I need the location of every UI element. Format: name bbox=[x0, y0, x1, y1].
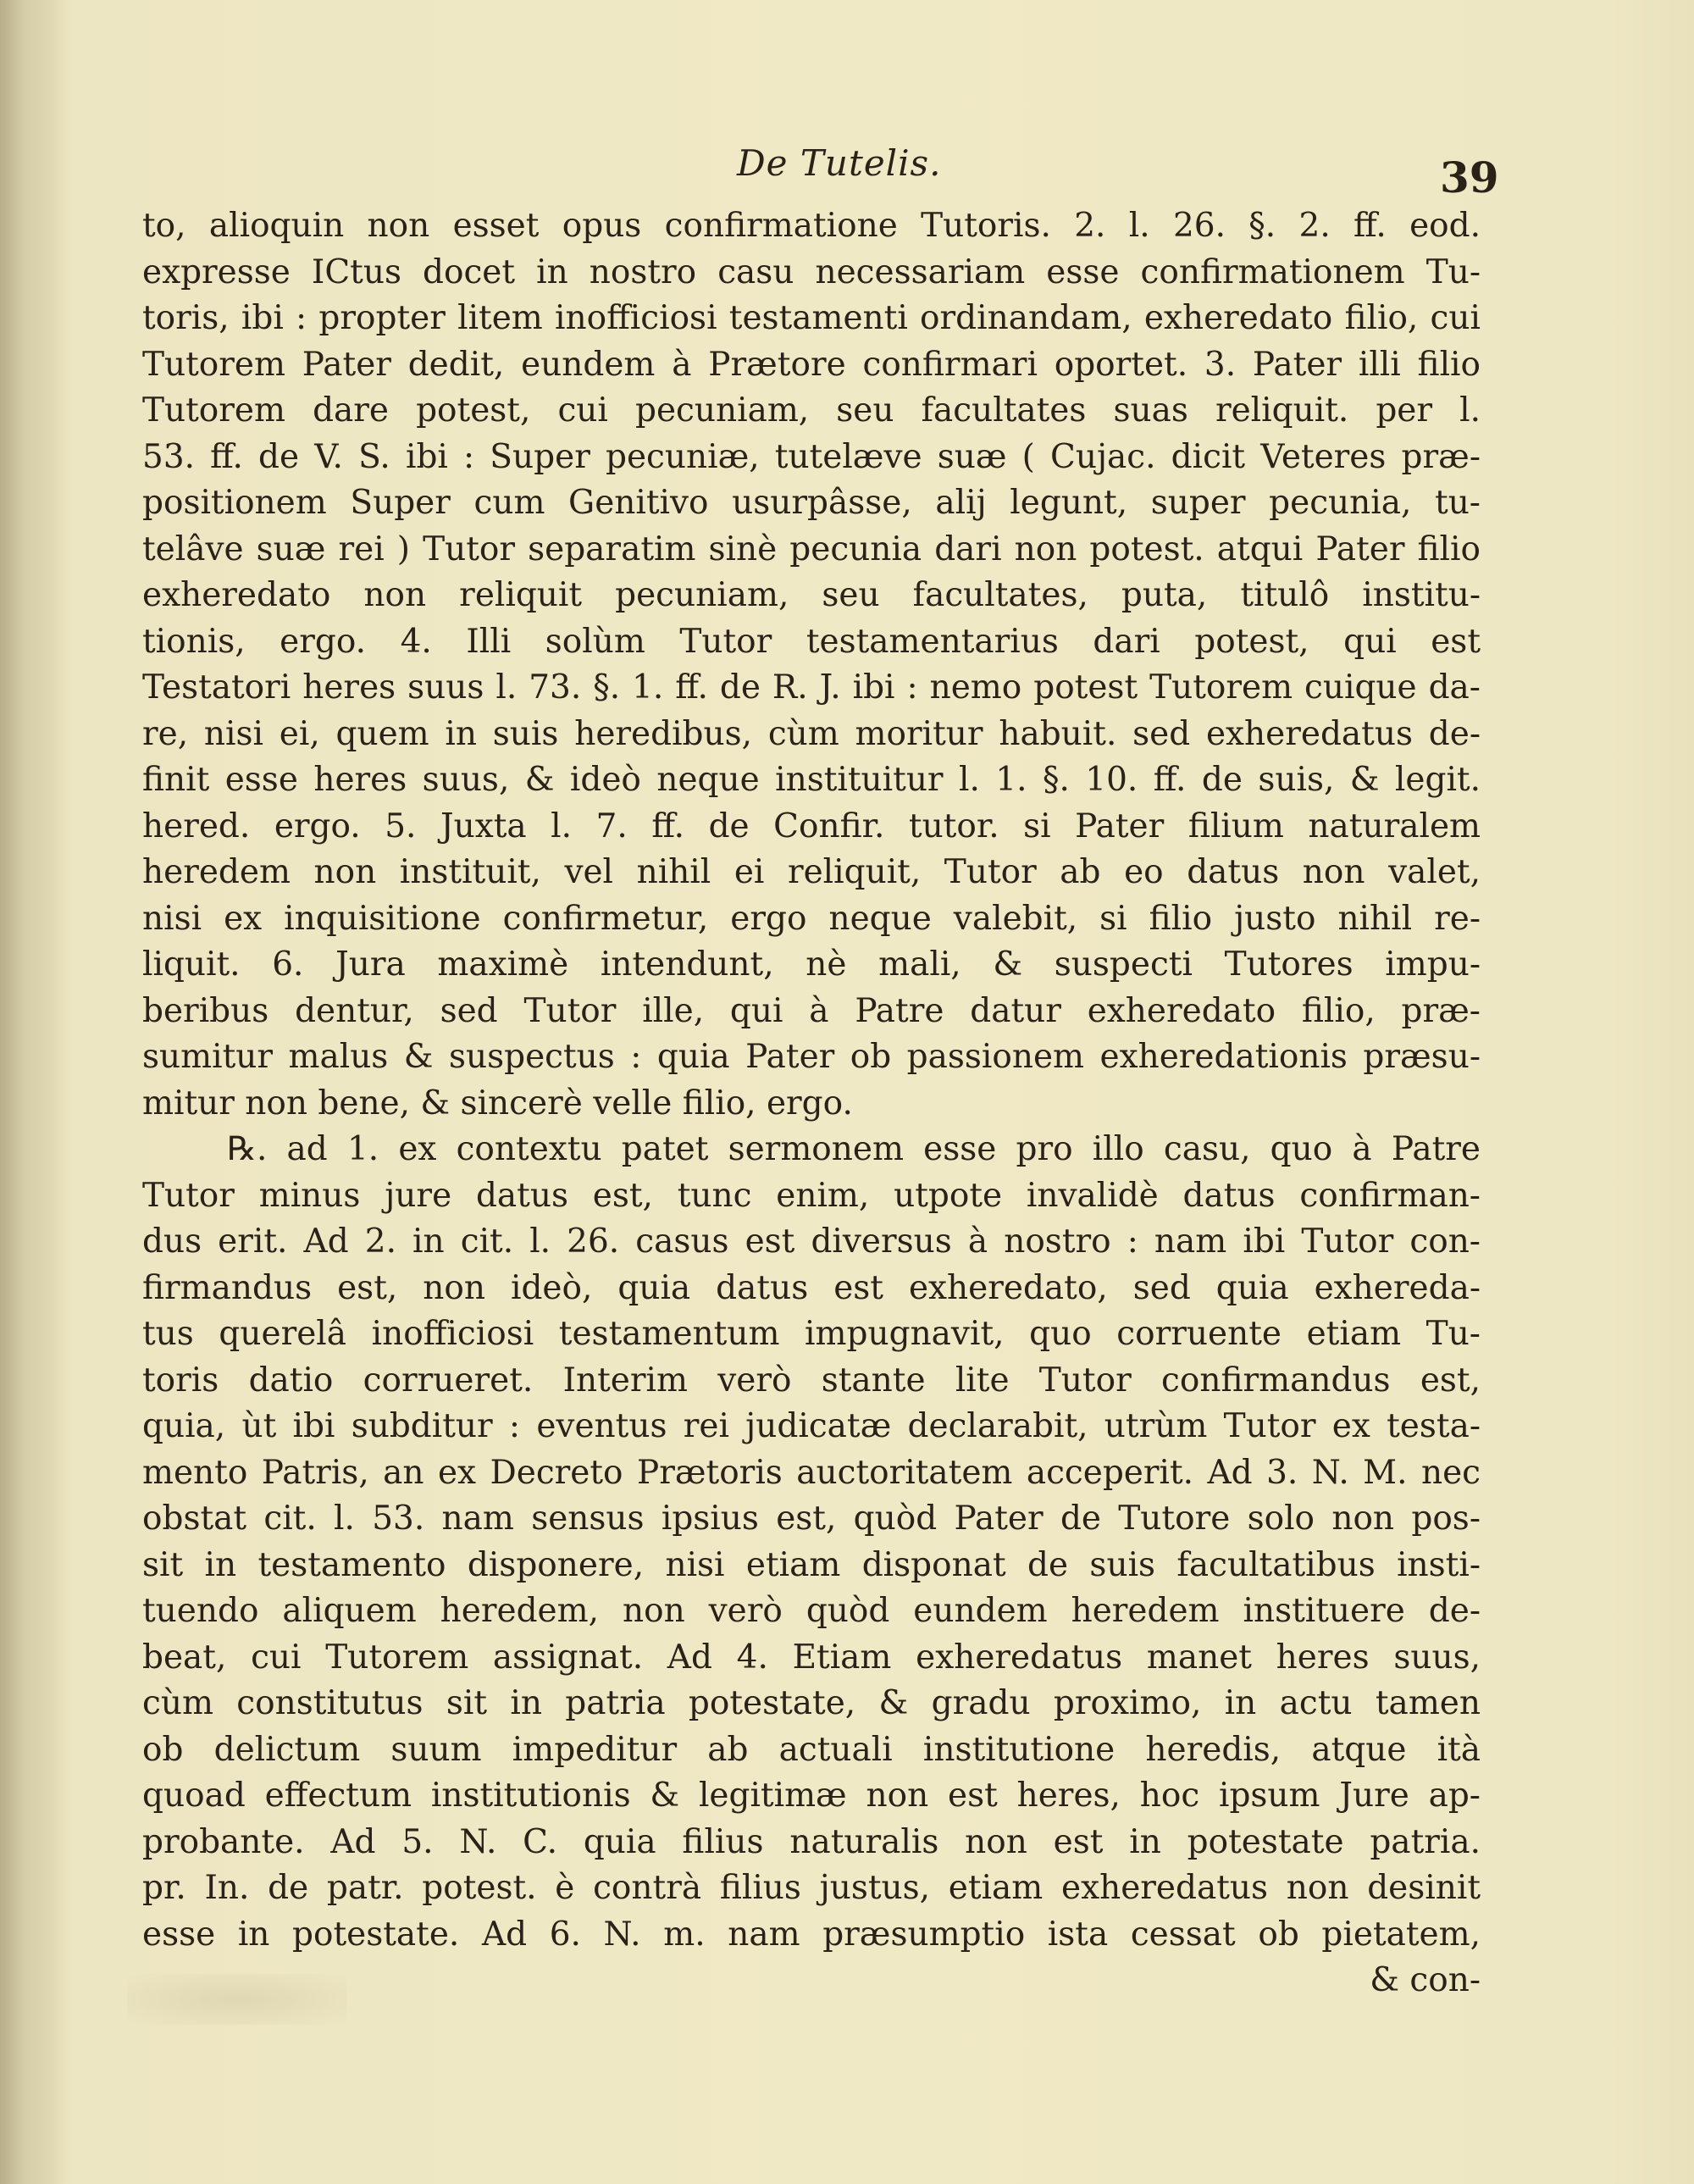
text-line: ob delictum suum impeditur ab actuali institutione heredis, atque ità bbox=[142, 1730, 1481, 1769]
text-line: tionis, ergo. 4. Illi solùm Tutor testamentarius dari potest, qui est bbox=[142, 622, 1481, 661]
text-line: beribus dentur, sed Tutor ille, qui à Patre datur exheredato filio, præ- bbox=[142, 991, 1481, 1030]
text-line: ℞. ad 1. ex contextu patet sermonem esse pro illo casu, quo à Patre bbox=[227, 1130, 1481, 1168]
text-line: sumitur malus & suspectus : quia Pater ob passionem exheredationis præsu- bbox=[142, 1038, 1481, 1076]
text-line: finit esse heres suus, & ideò neque instituitur l. 1. §. 10. ff. de suis, & legit. bbox=[142, 761, 1481, 799]
text-line: telâve suæ rei ) Tutor separatim sinè pecunia dari non potest. atqui Pater filio bbox=[142, 529, 1481, 568]
text-line: Testatori heres suus l. 73. §. 1. ff. de R. J. ibi : nemo potest Tutorem cuique da- bbox=[142, 668, 1481, 707]
text-line: quoad effectum institutionis & legitimæ non est heres, hoc ipsum Jure ap- bbox=[142, 1777, 1481, 1815]
body-text bbox=[142, 203, 1481, 2004]
text-line: Tutorem Pater dedit, eundem à Prætore confirmari oportet. 3. Pater illi filio bbox=[142, 345, 1481, 384]
text-line: mitur non bene, & sincerè velle filio, ergo. bbox=[142, 1084, 853, 1122]
text-line: re, nisi ei, quem in suis heredibus, cùm moritur habuit. sed exheredatus de- bbox=[142, 714, 1481, 753]
text-line: 53. ff. de V. S. ibi : Super pecuniæ, tutelæve suæ ( Cujac. dicit Veteres præ- bbox=[142, 437, 1481, 476]
text-line: dus erit. Ad 2. in cit. l. 26. casus est diversus à nostro : nam ibi Tutor con- bbox=[142, 1222, 1481, 1261]
catchword: & con- bbox=[1370, 1961, 1481, 1999]
text-line: nisi ex inquisitione confirmetur, ergo neque valebit, si filio justo nihil re- bbox=[142, 899, 1481, 938]
text-line: to, alioquin non esset opus confirmatione Tutoris. 2. l. 26. §. 2. ff. eod. bbox=[142, 207, 1481, 245]
text-line: tuendo aliquem heredem, non verò quòd eundem heredem instituere de- bbox=[142, 1592, 1481, 1630]
text-line: obstat cit. l. 53. nam sensus ipsius est, quòd Pater de Tutore solo non pos- bbox=[142, 1499, 1481, 1538]
text-line: Tutor minus jure datus est, tunc enim, utpote invalidè datus confirman- bbox=[142, 1176, 1481, 1215]
running-title: De Tutelis. bbox=[737, 142, 942, 184]
text-line: beat, cui Tutorem assignat. Ad 4. Etiam exheredatus manet heres suus, bbox=[142, 1638, 1481, 1677]
text-line: expresse ICtus docet in nostro casu necessariam esse confirmationem Tu- bbox=[142, 252, 1481, 291]
page-number: 39 bbox=[1440, 152, 1499, 202]
text-line: pr. In. de patr. potest. è contrà filius justus, etiam exheredatus non desinit bbox=[142, 1869, 1481, 1907]
text-line: positionem Super cum Genitivo usurpâsse, alij legunt, super pecunia, tu- bbox=[142, 484, 1481, 522]
text-line: mento Patris, an ex Decreto Prætoris auctoritatem acceperit. Ad 3. N. M. nec bbox=[142, 1453, 1481, 1492]
text-line: Tutorem dare potest, cui pecuniam, seu facultates suas reliquit. per l. bbox=[142, 391, 1481, 430]
text-line: cùm constitutus sit in patria potestate, & gradu proximo, in actu tamen bbox=[142, 1684, 1481, 1722]
text-line: quia, ùt ibi subditur : eventus rei judicatæ declarabit, utrùm Tutor ex testa- bbox=[142, 1407, 1481, 1445]
text-line: esse in potestate. Ad 6. N. m. nam præsumptio ista cessat ob pietatem, bbox=[142, 1915, 1481, 1954]
text-line: toris, ibi : propter litem inofficiosi testamenti ordinandam, exheredato filio, cui bbox=[142, 299, 1481, 337]
page-gutter-shadow bbox=[0, 0, 68, 2184]
page-header bbox=[0, 142, 1694, 202]
text-line: hered. ergo. 5. Juxta l. 7. ff. de Confir. tutor. si Pater filium naturalem bbox=[142, 807, 1481, 845]
text-line: sit in testamento disponere, nisi etiam disponat de suis facultatibus insti- bbox=[142, 1545, 1481, 1584]
text-line: probante. Ad 5. N. C. quia filius naturalis non est in potestate patria. bbox=[142, 1822, 1481, 1861]
text-line: tus querelâ inofficiosi testamentum impugnavit, quo corruente etiam Tu- bbox=[142, 1315, 1481, 1353]
text-line: heredem non instituit, vel nihil ei reliquit, Tutor ab eo datus non valet, bbox=[142, 853, 1481, 891]
text-line: exheredato non reliquit pecuniam, seu facultates, puta, titulô institu- bbox=[142, 576, 1481, 614]
text-line: firmandus est, non ideò, quia datus est exheredato, sed quia exhereda- bbox=[142, 1268, 1481, 1307]
text-line: toris datio corrueret. Interim verò stante lite Tutor confirmandus est, bbox=[142, 1361, 1481, 1400]
text-line: liquit. 6. Jura maximè intendunt, nè mali, & suspecti Tutores impu- bbox=[142, 945, 1481, 984]
